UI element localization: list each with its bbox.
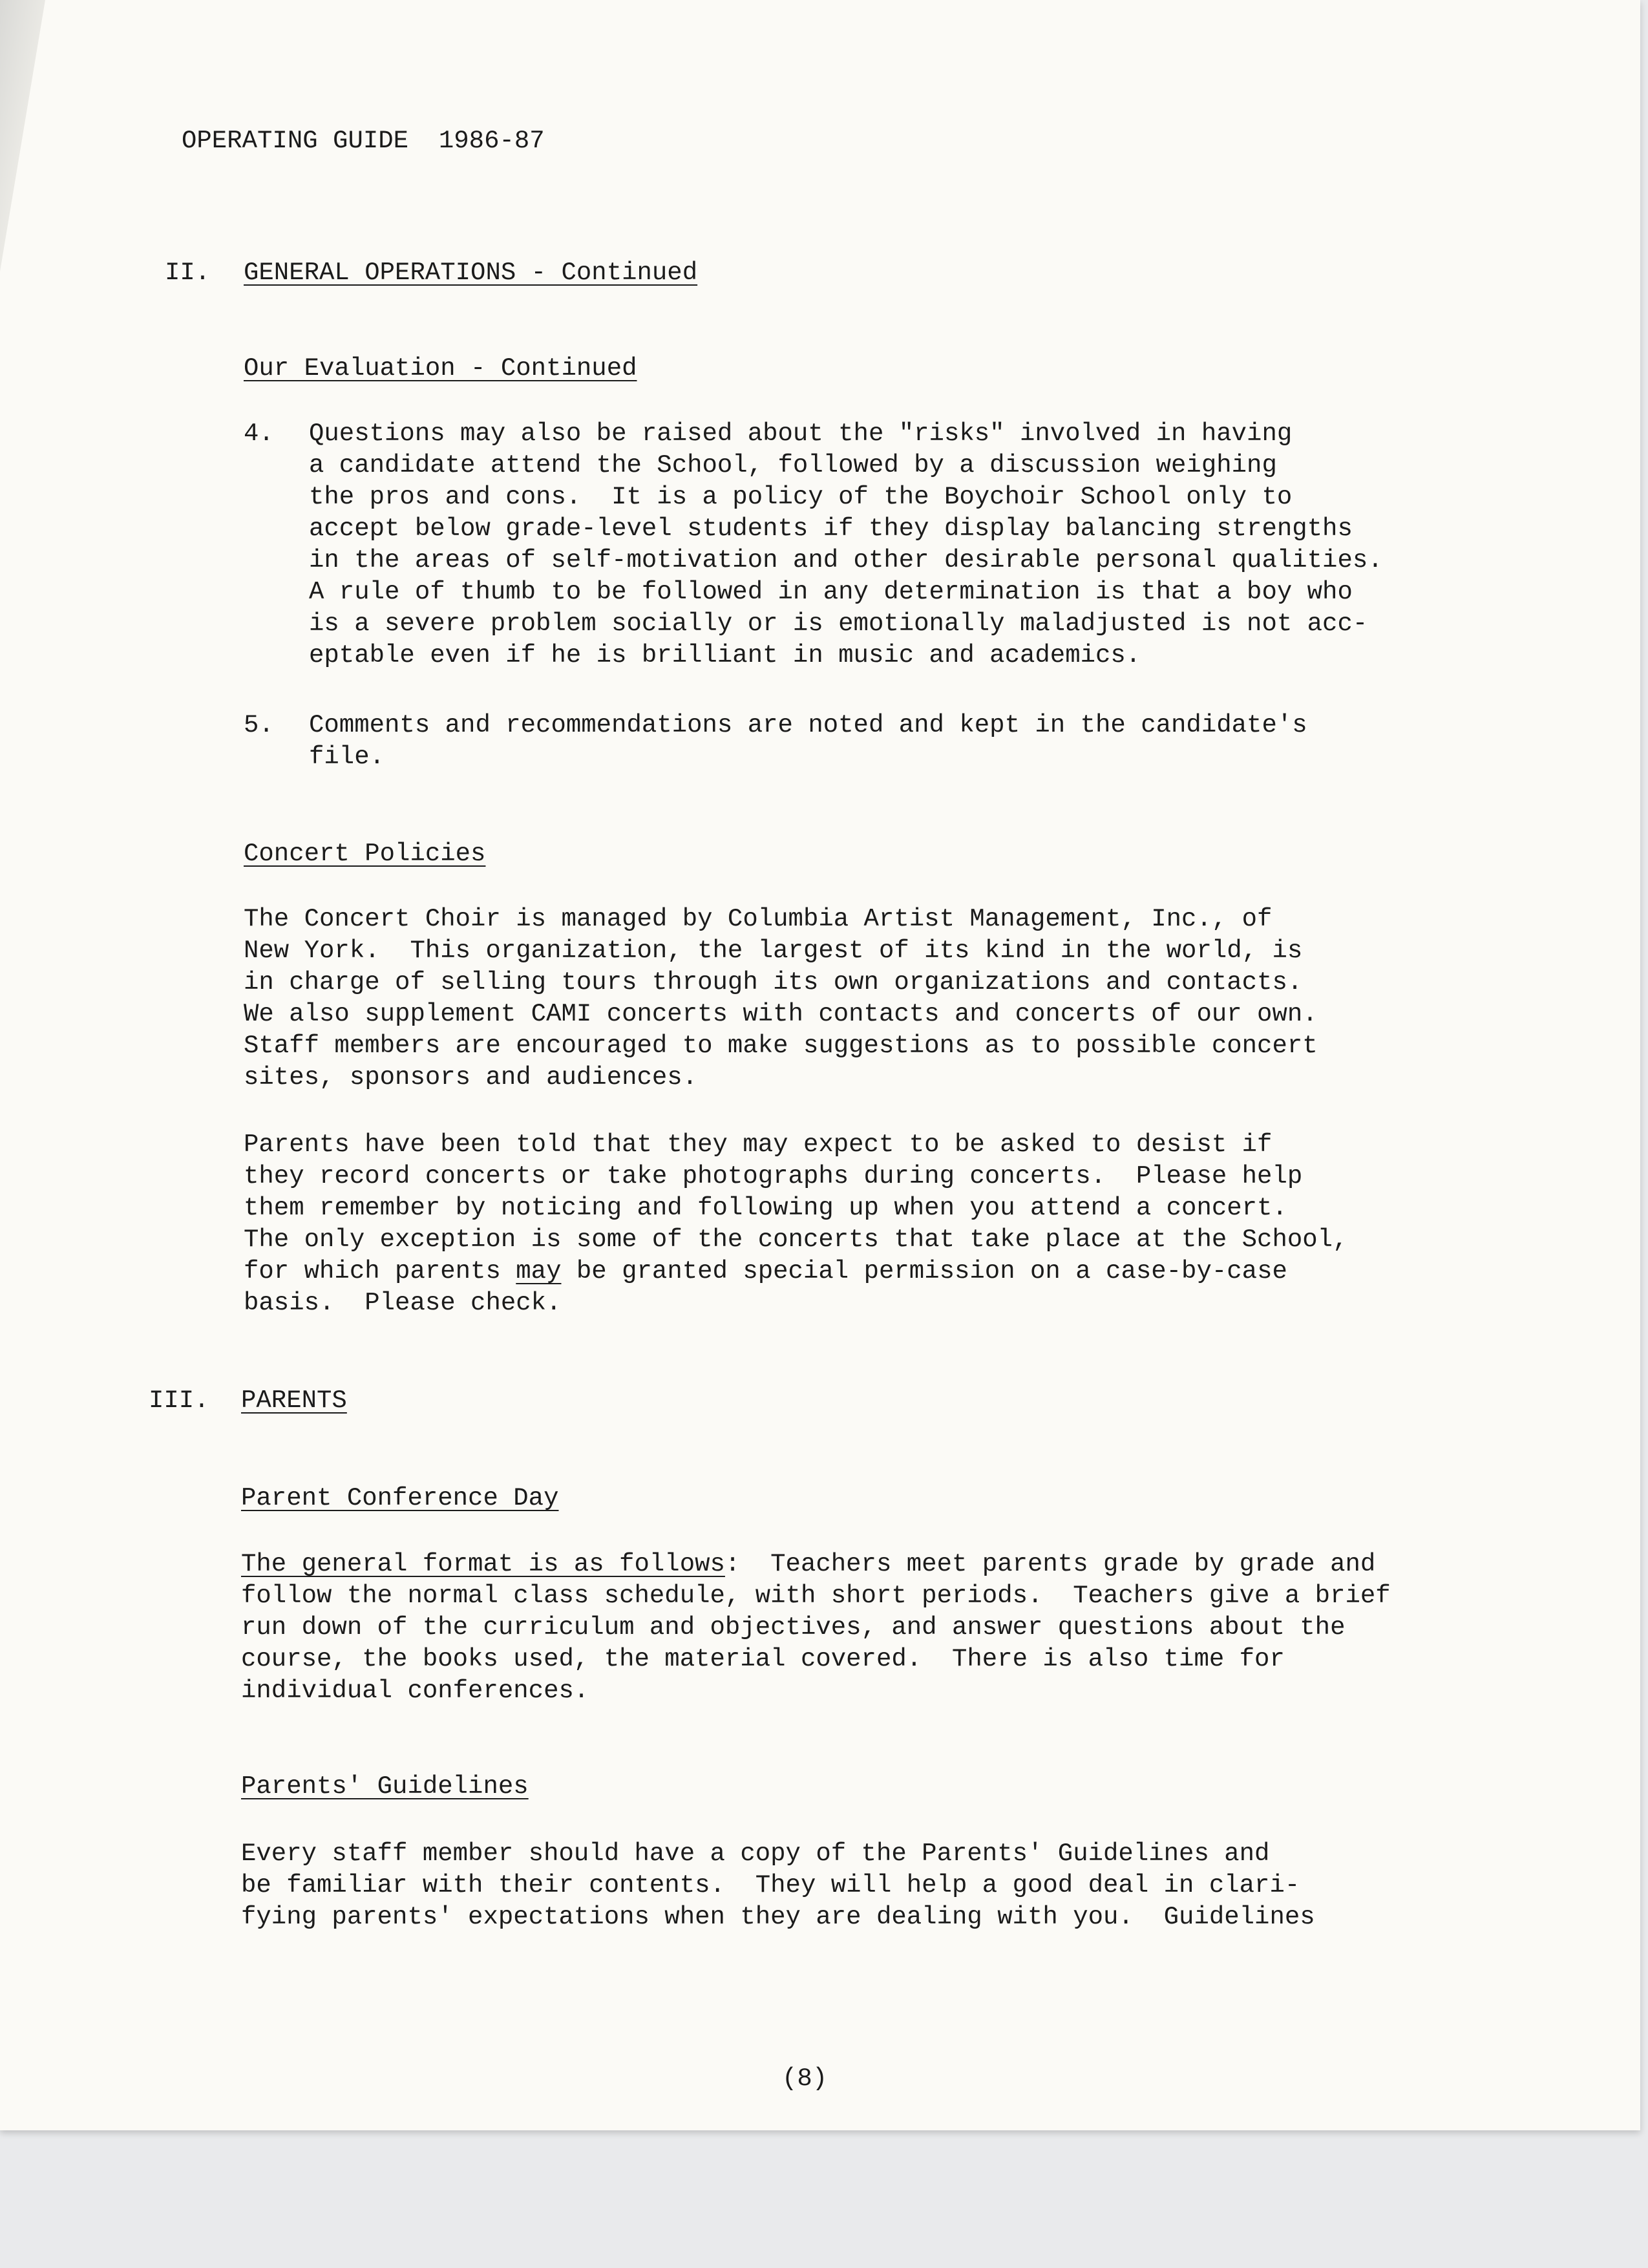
concert-policies-paragraph-1: The Concert Choir is managed by Columbia Artist Management, Inc., of New York. This organization, the largest of its kind in the world, is in charge of selling tours through its own organizations and contacts. We also supplement CAMI concerts with contacts and concerts of our own. Staff members are encouraged to make suggestions as to possible concert sites, sponsors and audiences.	[244, 905, 1318, 1092]
general-format-text: Teachers meet parents grade by grade and follow the normal class schedule, with short periods. Teachers give a brief run down of the curriculum and objectives, and answer questions about the course, the books used, the material covered. There is also time for individual conferences.	[241, 1550, 1391, 1705]
list-item-number-5: 5.	[244, 711, 274, 739]
list-item-text-4: Questions may also be raised about the "risks" involved in having a candidate attend the School, followed by a discussion weighing the pros and cons. It is a policy of the Boychoir School only to accept below grade-level students if they display balancing strengths in the areas of self-motivation and other desirable personal qualities. A rule of thumb to be followed in any determination is that a boy who is a severe problem socially or is emotionally maladjusted is not acc- eptable even if he is brilliant in music and academics.	[309, 419, 1383, 670]
list-item-number-4: 4.	[244, 419, 274, 448]
parents-guidelines-paragraph: Every staff member should have a copy of the Parents' Guidelines and be familiar with their contents. They will help a good deal in clari- fying parents' expectations when they are dealing with you. Guidelines	[241, 1839, 1315, 1931]
section-title-general-operations: GENERAL OPERATIONS - Continued	[244, 259, 698, 287]
concert-policies-text-b: be granted special permission on a case-by-case basis. Please check.	[244, 1257, 1287, 1317]
subsection-heading-parents-guidelines: Parents' Guidelines	[241, 1772, 529, 1801]
section-numeral-iii: III.	[149, 1386, 209, 1415]
general-format-lead: The general format is as follows	[241, 1550, 725, 1578]
page-corner-fold	[0, 0, 45, 271]
list-item-text-5: Comments and recommendations are noted and kept in the candidate's file.	[309, 711, 1307, 771]
subsection-heading-concert-policies: Concert Policies	[244, 840, 486, 868]
parent-conference-paragraph	[241, 1549, 1391, 1707]
section-numeral-ii: II.	[165, 259, 211, 287]
general-format-colon: :	[724, 1550, 741, 1578]
subsection-heading-our-evaluation: Our Evaluation - Continued	[244, 354, 637, 383]
subsection-heading-parent-conference-day: Parent Conference Day	[241, 1484, 559, 1512]
concert-policies-paragraph-2	[244, 1129, 1347, 1319]
underlined-word-may: may	[516, 1257, 562, 1286]
page-number: (8)	[782, 2064, 828, 2093]
concert-policies-text-a: Parents have been told that they may expect to be asked to desist if they record concerts or take photographs during concerts. Please help them remember by noticing and following up when you attend a concert. The only exception is some of the concerts that take place at the School, for which parents	[244, 1130, 1348, 1286]
section-title-parents: PARENTS	[241, 1386, 347, 1415]
document-header: OPERATING GUIDE 1986-87	[182, 127, 545, 155]
